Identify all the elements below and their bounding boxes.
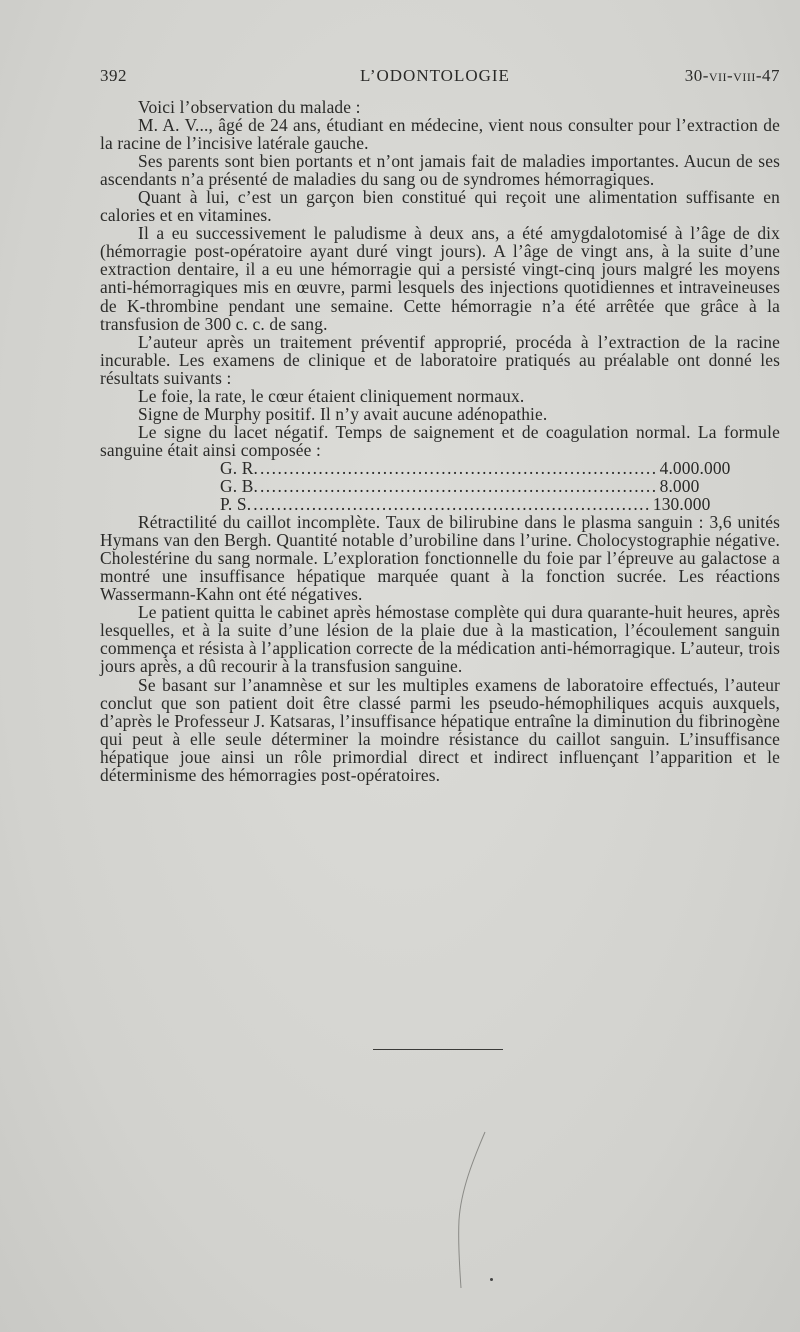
journal-title: L’ODONTOLOGIE: [360, 66, 510, 85]
leader-dots: ....................................................................: [259, 475, 658, 496]
scan-scratch-mark: [455, 1130, 495, 1290]
scan-speck: [490, 1278, 493, 1281]
formula-value: 8.000: [659, 475, 700, 496]
paragraph-patient: M. A. V..., âgé de 24 ans, étudiant en médecine, vient nous consulter pour l’extraction de la racine de l’incisive latérale gauche.: [100, 115, 780, 154]
formula-row: [220, 494, 711, 515]
formula-value: 4.000.000: [659, 457, 731, 478]
paragraph-conclusion: Se basant sur l’anamnèse et sur les multiples examens de laboratoire effectués, l’auteur conclut que son patient doit être classé parmi les pseudo-hémophiliques acquis auxquels, d’après le Professeur J. Katsaras, l’insuffisance hépatique entraîne la diminution du fibrinogène qui peut à elle seule déterminer la moindre résistance du caillot sanguin. L’insuffisance hépatique joue ainsi un rôle primordial direct et indirect influençant l’apparition et le déterminisme des hémorragies post-opératoires.: [100, 674, 780, 785]
leader-dots: ....................................................................: [259, 457, 658, 478]
formula-row: [220, 475, 700, 496]
leader-dots: ....................................................................: [253, 494, 651, 515]
paragraph-lab-results: Rétractilité du caillot incomplète. Taux de bilirubine dans le plasma sanguin : 3,6 unités Hymans van den Bergh. Quantité notable d’urobiline dans l’urine. Cholocystographie négative. Cholestérine du sang normale. L’exploration fonctionnelle du foie par l’épreuve au galactose a montré une insuffisance hépatique marquée quant à la fonction sucrée. Les réactions Wassermann-Kahn ont été négatives.: [100, 512, 780, 605]
issue-date: 30-vii-viii-47: [684, 66, 780, 85]
paragraph-murphy: Signe de Murphy positif. Il n’y avait aucune adénopathie.: [138, 403, 548, 424]
formula-label: G. B.: [220, 475, 258, 496]
paragraph-organs: Le foie, la rate, le cœur étaient cliniquement normaux.: [138, 385, 525, 406]
running-header: [100, 66, 780, 88]
paragraph-outcome: Le patient quitta le cabinet après hémostase complète qui dura quarante-huit heures, après lesquelles, et à la suite d’une lésion de la plaie due à la mastication, l’écoulement sanguin commença et résista à l’application correcte de la médication anti-hémorragique. L’auteur, trois jours après, a dû recourir à la transfusion sanguine.: [100, 602, 780, 677]
formula-label: P. S.: [220, 494, 252, 515]
paragraph-constitution: Quant à lui, c’est un garçon bien constitué qui reçoit une alimentation suffisante en calories et en vitamines.: [100, 187, 780, 226]
formula-label: G. R.: [220, 457, 258, 478]
paragraph-lacet: Le signe du lacet négatif. Temps de saignement et de coagulation normal. La formule sanguine était ainsi composée :: [100, 421, 780, 460]
paragraph-intro: Voici l’observation du malade :: [138, 97, 361, 117]
formula-row: [220, 457, 731, 478]
paragraph-treatment: L’auteur après un traitement préventif approprié, procéda à l’extraction de la racine incurable. Les examens de clinique et de laboratoire pratiqués au préalable ont donné les résultats suivants :: [100, 331, 780, 388]
paragraph-parents: Ses parents sont bien portants et n’ont jamais fait de maladies importantes. Aucun de ses ascendants n’a présenté de maladies du sang ou de syndromes hémorragiques.: [100, 151, 780, 190]
article-body: [100, 98, 780, 784]
paragraph-history: Il a eu successivement le paludisme à deux ans, a été amygdalotomisé à l’âge de dix (hémorragie post-opératoire ayant duré vingt jours). A l’âge de vingt ans, à la suite d’une extraction dentaire, il a eu une hémorragie qui a persisté vingt-cinq jours malgré les moyens anti-hémorragiques mis en œuvre, parmi lesquels des injections quotidiennes et intraveineuses de K-thrombine pendant une semaine. Cette hémorragie n’a été arrêtée que grâce à la transfusion de 300 c. c. de sang.: [100, 223, 780, 334]
page-number: 392: [100, 66, 127, 85]
formula-value: 130.000: [652, 494, 711, 515]
blood-formula: [100, 457, 731, 515]
end-rule: [373, 1049, 503, 1050]
